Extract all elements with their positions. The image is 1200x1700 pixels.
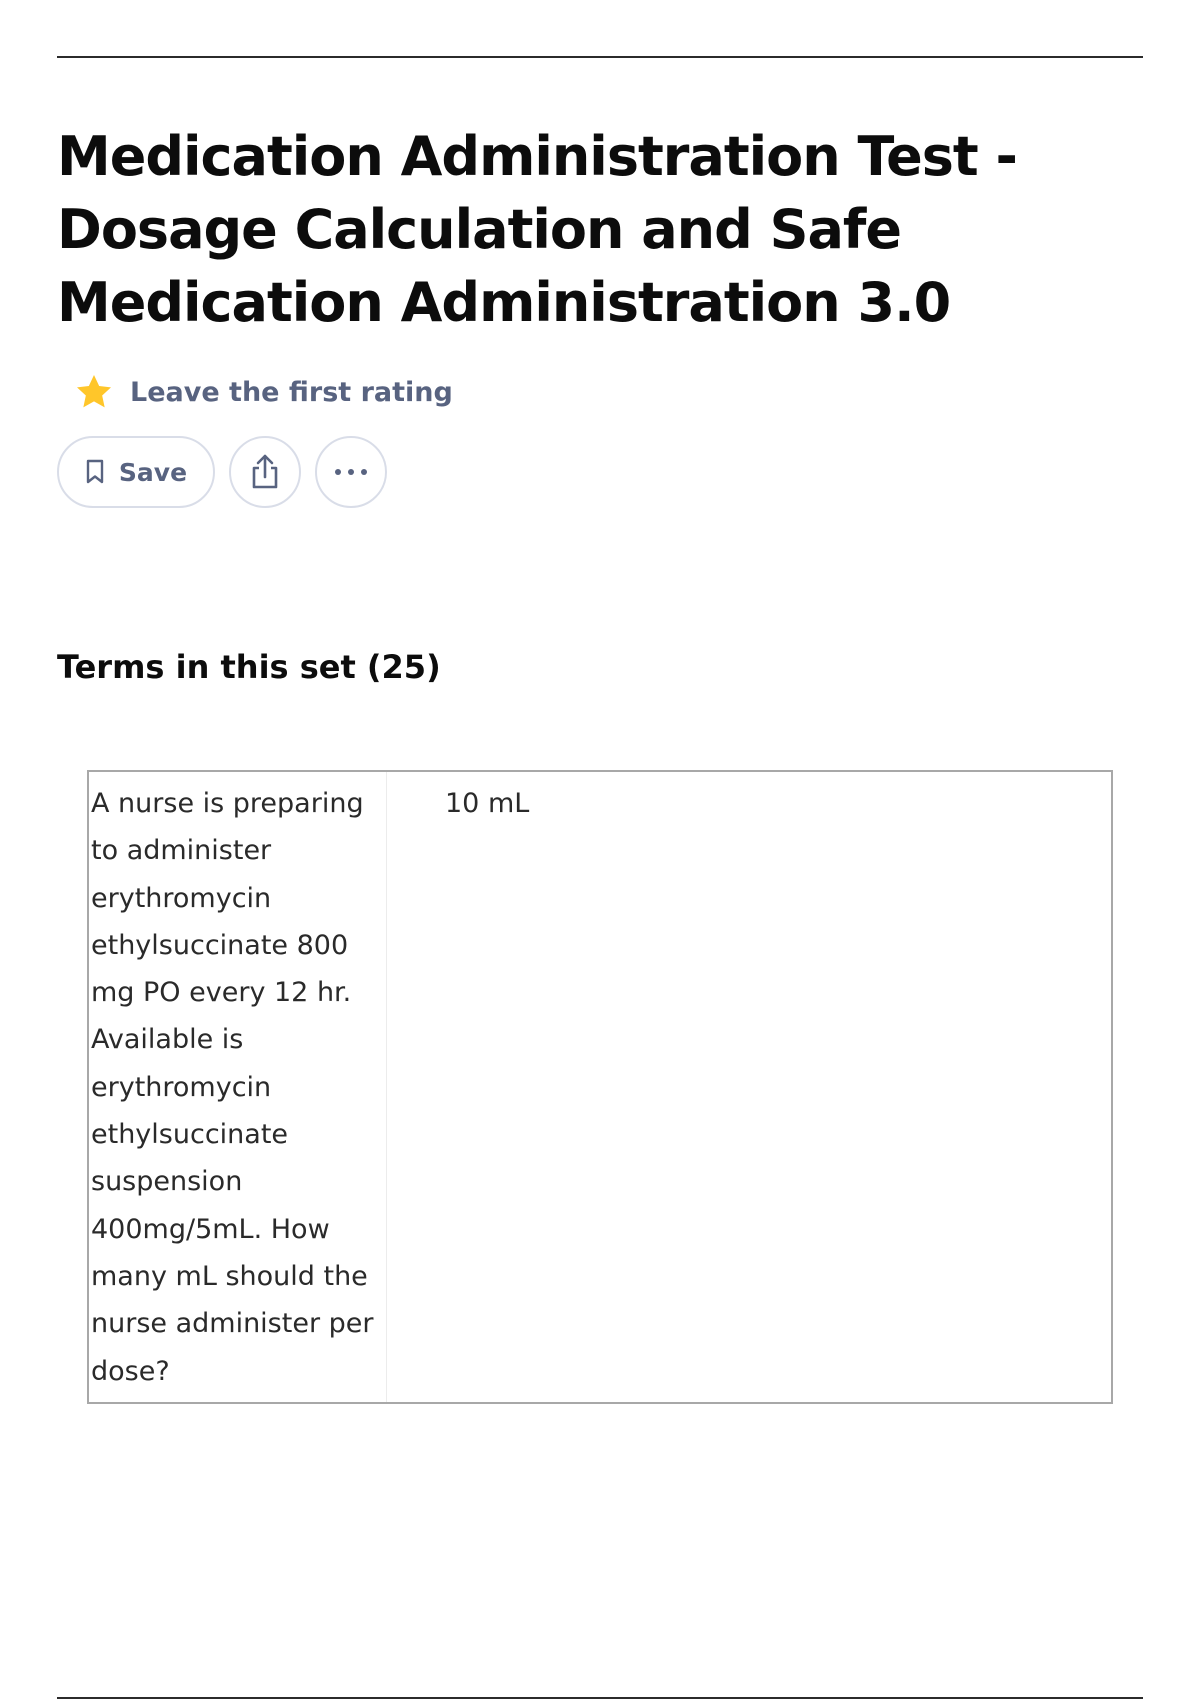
bottom-divider [57,1697,1143,1699]
definition-cell [387,772,1111,1402]
leave-rating-link[interactable]: Leave the first rating [130,376,453,408]
save-button-label: Save [118,457,188,487]
top-divider [57,56,1143,58]
terms-table [87,770,1113,1404]
more-options-icon [334,468,368,476]
set-actions [57,436,387,508]
term-cell [89,772,387,1402]
share-icon [249,453,281,491]
definition-text: 10 mL [445,788,530,819]
bookmark-icon [85,459,105,485]
page-title: Medication Administration Test - Dosage Calculation and Safe Medication Administration 3.0 [57,125,1017,334]
term-text: A nurse is preparing to administer erythromycin ethylsuccinate 800 mg PO every 12 hr. Available is erythromycin ethylsuccinate suspension 400mg/5mL. How many mL should the nurse administer per dose? [91,788,374,1387]
rating-row[interactable] [74,370,453,414]
share-button[interactable] [229,436,301,508]
terms-heading: Terms in this set (25) [57,648,441,686]
save-button[interactable] [57,436,215,508]
star-icon [74,372,114,412]
more-options-button[interactable] [315,436,387,508]
